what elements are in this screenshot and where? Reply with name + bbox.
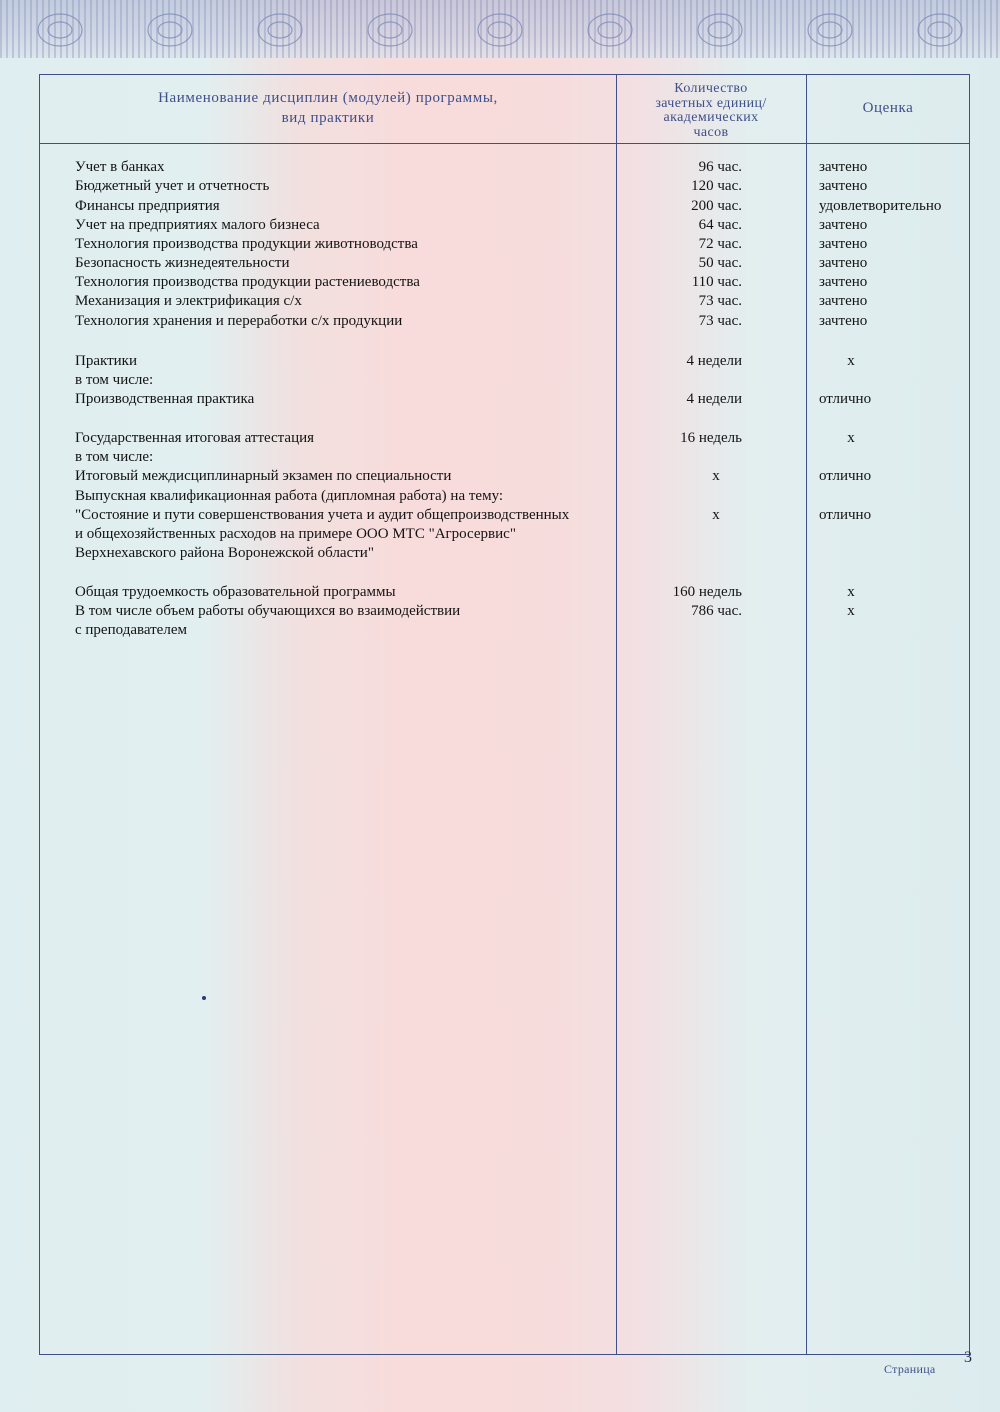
column-header-grade: Оценка	[862, 100, 914, 116]
page-number: 3	[964, 1349, 972, 1366]
ink-speck	[202, 996, 206, 1000]
column-divider-2	[806, 74, 807, 1355]
header-divider	[39, 143, 970, 144]
column-header-name: Наименование дисциплин (модулей) программы, вид практики	[158, 90, 498, 126]
page-label: Страница	[884, 1362, 936, 1376]
ornament-pattern	[0, 0, 1000, 58]
column-header-quantity: Количество зачетных единиц/ академических часов	[655, 81, 767, 140]
